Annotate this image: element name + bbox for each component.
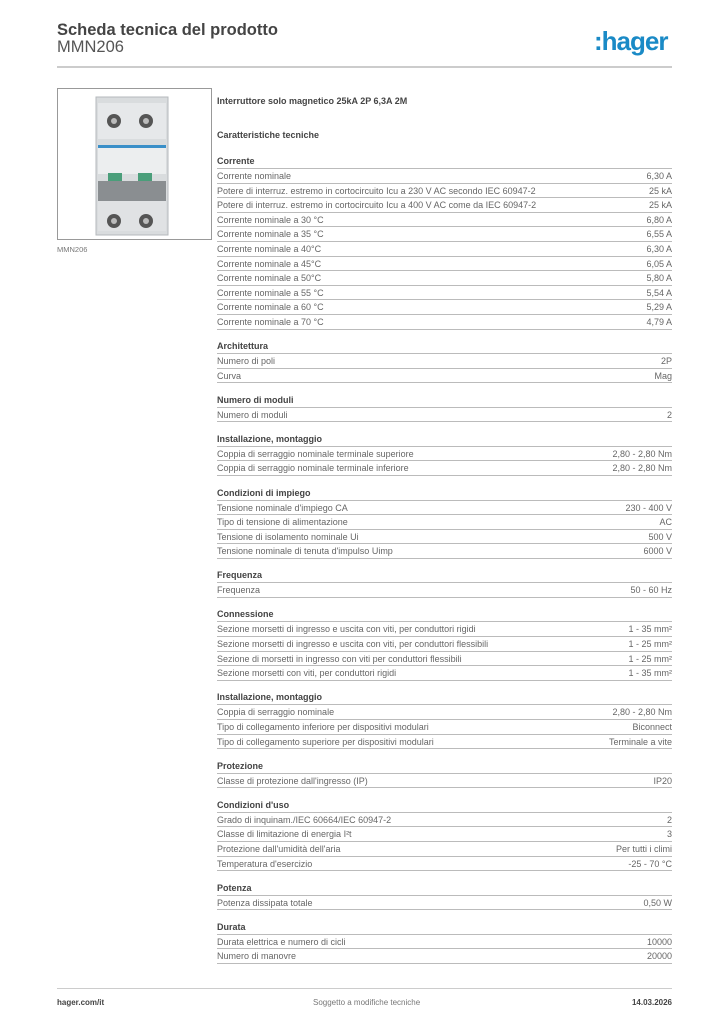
- spec-row: [217, 447, 672, 462]
- spec-row: [217, 935, 672, 950]
- spec-section: [217, 881, 672, 911]
- spec-label: Grado di inquinam./IEC 60664/IEC 60947-2: [217, 814, 392, 825]
- spec-value: 2P: [660, 356, 672, 367]
- spec-row: [217, 213, 672, 228]
- spec-section: [217, 798, 672, 871]
- header-divider: [57, 66, 672, 68]
- spec-row: [217, 286, 672, 301]
- spec-row: [217, 198, 672, 213]
- spec-label: Potere di interruz. estremo in cortocircuito Icu a 230 V AC secondo IEC 60947-2: [217, 185, 536, 196]
- spec-value: 6,05 A: [646, 258, 672, 269]
- spec-label: Corrente nominale a 60 °C: [217, 302, 324, 313]
- product-description: Interruttore solo magnetico 25kA 2P 6,3A 2M: [217, 96, 408, 106]
- spec-value: Mag: [654, 370, 672, 381]
- spec-row: [217, 408, 672, 423]
- spec-label: Protezione dall'umidità dell'aria: [217, 843, 341, 854]
- spec-value: 20000: [646, 951, 672, 962]
- section-heading: Numero di moduli: [217, 393, 672, 408]
- section-heading: Condizioni d'uso: [217, 798, 672, 813]
- spec-value: 500 V: [648, 531, 672, 542]
- spec-row: [217, 949, 672, 964]
- spec-row: [217, 857, 672, 872]
- spec-row: [217, 515, 672, 530]
- spec-label: Tipo di tensione di alimentazione: [217, 517, 348, 528]
- section-heading: Connessione: [217, 607, 672, 622]
- image-caption: MMN206: [57, 245, 88, 254]
- spec-value: 1 - 35 mm²: [628, 624, 672, 635]
- spec-value: 10000: [646, 936, 672, 947]
- spec-label: Coppia di serraggio nominale terminale inferiore: [217, 463, 409, 474]
- spec-label: Tensione nominale d'impiego CA: [217, 502, 348, 513]
- spec-label: Curva: [217, 370, 242, 381]
- section-heading: Corrente: [217, 154, 672, 169]
- spec-row: [217, 827, 672, 842]
- spec-label: Sezione morsetti di ingresso e uscita con viti, per conduttori rigidi: [217, 624, 476, 635]
- spec-value: Terminale a vite: [608, 736, 672, 747]
- spec-value: 230 - 400 V: [625, 502, 672, 513]
- spec-row: [217, 184, 672, 199]
- spec-label: Temperatura d'esercizio: [217, 858, 313, 869]
- spec-row: [217, 242, 672, 257]
- spec-value: 3: [666, 829, 672, 840]
- spec-row: [217, 544, 672, 559]
- spec-label: Tipo di collegamento inferiore per dispositivi modulari: [217, 721, 429, 732]
- spec-label: Durata elettrica e numero di cicli: [217, 936, 346, 947]
- spec-label: Corrente nominale a 40°C: [217, 243, 322, 254]
- footer-notice: Soggetto a modifiche tecniche: [313, 998, 421, 1007]
- spec-value: 2: [666, 409, 672, 420]
- section-heading: Installazione, montaggio: [217, 690, 672, 705]
- spec-label: Numero di moduli: [217, 409, 288, 420]
- spec-label: Corrente nominale: [217, 171, 292, 181]
- spec-label: Sezione di morsetti in ingresso con viti per conduttori flessibili: [217, 653, 462, 664]
- spec-value: 6,30 A: [646, 243, 672, 254]
- spec-value: 6,55 A: [646, 229, 672, 240]
- spec-section: [217, 393, 672, 423]
- spec-row: [217, 369, 672, 384]
- spec-label: Potere di interruz. estremo in cortocircuito Icu a 400 V AC come da IEC 60947-2: [217, 200, 537, 211]
- spec-label: Tensione di isolamento nominale Ui: [217, 531, 359, 542]
- spec-label: Numero di manovre: [217, 951, 297, 962]
- hager-logo: :hager: [594, 26, 668, 56]
- product-image: [57, 88, 212, 240]
- spec-row: [217, 666, 672, 681]
- spec-section: [217, 486, 672, 559]
- spec-section: [217, 568, 672, 598]
- spec-value: 2,80 - 2,80 Nm: [612, 463, 672, 474]
- spec-row: [217, 257, 672, 272]
- spec-row: [217, 735, 672, 750]
- section-heading: Protezione: [217, 759, 672, 774]
- spec-value: 1 - 35 mm²: [628, 668, 672, 679]
- spec-row: [217, 354, 672, 369]
- spec-label: Coppia di serraggio nominale: [217, 707, 335, 718]
- specs-title: Caratteristiche tecniche: [217, 130, 320, 140]
- spec-row: [217, 813, 672, 828]
- spec-label: Sezione morsetti con viti, per conduttori rigidi: [217, 668, 397, 679]
- spec-section: [217, 339, 672, 383]
- spec-row: [217, 720, 672, 735]
- spec-row: [217, 169, 672, 184]
- spec-row: [217, 637, 672, 652]
- spec-label: Coppia di serraggio nominale terminale superiore: [217, 448, 414, 459]
- spec-value: 6,80 A: [646, 214, 672, 225]
- footer-date: 14.03.2026: [631, 998, 672, 1007]
- section-heading: Architettura: [217, 339, 672, 354]
- spec-value: 0,50 W: [643, 897, 672, 908]
- spec-label: Corrente nominale a 35 °C: [217, 229, 324, 240]
- section-heading: Installazione, montaggio: [217, 432, 672, 447]
- spec-label: Sezione morsetti di ingresso e uscita con viti, per conduttori flessibili: [217, 639, 489, 650]
- spec-section: [217, 759, 672, 789]
- spec-value: 4,79 A: [646, 316, 672, 327]
- spec-label: Corrente nominale a 55 °C: [217, 287, 324, 298]
- spec-section: [217, 432, 672, 476]
- product-code: MMN206: [57, 38, 124, 56]
- spec-value: 5,29 A: [646, 302, 672, 313]
- page-title: Scheda tecnica del prodotto: [57, 21, 278, 39]
- section-heading: Condizioni di impiego: [217, 486, 672, 501]
- spec-row: [217, 271, 672, 286]
- spec-row: [217, 652, 672, 667]
- spec-label: Corrente nominale a 70 °C: [217, 316, 324, 327]
- spec-value: 5,80 A: [646, 273, 672, 284]
- spec-row: [217, 705, 672, 720]
- spec-label: Classe di protezione dall'ingresso (IP): [217, 775, 368, 786]
- spec-value: 2,80 - 2,80 Nm: [612, 448, 672, 459]
- spec-section: [217, 154, 672, 330]
- spec-row: [217, 842, 672, 857]
- spec-value: AC: [659, 517, 672, 528]
- spec-section: [217, 690, 672, 749]
- spec-value: 1 - 25 mm²: [628, 653, 672, 664]
- spec-label: Potenza dissipata totale: [217, 897, 313, 908]
- spec-label: Tipo di collegamento superiore per dispositivi modulari: [217, 736, 434, 747]
- spec-value: 2: [666, 814, 672, 825]
- footer-website[interactable]: hager.com/it: [57, 998, 105, 1007]
- spec-value: 2,80 - 2,80 Nm: [612, 707, 672, 718]
- footer-divider: [57, 988, 672, 989]
- spec-value: 1 - 25 mm²: [628, 639, 672, 650]
- spec-label: Corrente nominale a 45°C: [217, 258, 322, 269]
- specs-table: [217, 154, 672, 973]
- spec-row: [217, 896, 672, 911]
- spec-label: Tensione nominale di tenuta d'impulso Uimp: [217, 546, 393, 557]
- spec-value: -25 - 70 °C: [628, 858, 672, 869]
- spec-section: [217, 920, 672, 964]
- spec-row: [217, 300, 672, 315]
- spec-row: [217, 622, 672, 637]
- spec-section: [217, 607, 672, 680]
- spec-label: Frequenza: [217, 585, 261, 596]
- spec-row: [217, 315, 672, 330]
- section-heading: Durata: [217, 920, 672, 935]
- spec-label: Numero di poli: [217, 356, 276, 367]
- spec-row: [217, 227, 672, 242]
- spec-label: Classe di limitazione di energia I²t: [217, 829, 352, 840]
- spec-row: [217, 583, 672, 598]
- spec-value: 25 kA: [648, 185, 672, 196]
- spec-value: IP20: [653, 775, 672, 786]
- spec-value: Per tutti i climi: [615, 843, 672, 854]
- spec-row: [217, 501, 672, 516]
- spec-label: Corrente nominale a 30 °C: [217, 214, 324, 225]
- spec-value: 50 - 60 Hz: [630, 585, 672, 596]
- section-heading: Frequenza: [217, 568, 672, 583]
- spec-value: 5,54 A: [646, 287, 672, 298]
- spec-row: [217, 774, 672, 789]
- spec-value: Biconnect: [632, 721, 672, 732]
- spec-value: 25 kA: [648, 200, 672, 211]
- spec-row: [217, 461, 672, 476]
- spec-value: 6,30 A: [646, 171, 672, 181]
- spec-value: 6000 V: [643, 546, 672, 557]
- section-heading: Potenza: [217, 881, 672, 896]
- spec-label: Corrente nominale a 50°C: [217, 273, 322, 284]
- spec-row: [217, 530, 672, 545]
